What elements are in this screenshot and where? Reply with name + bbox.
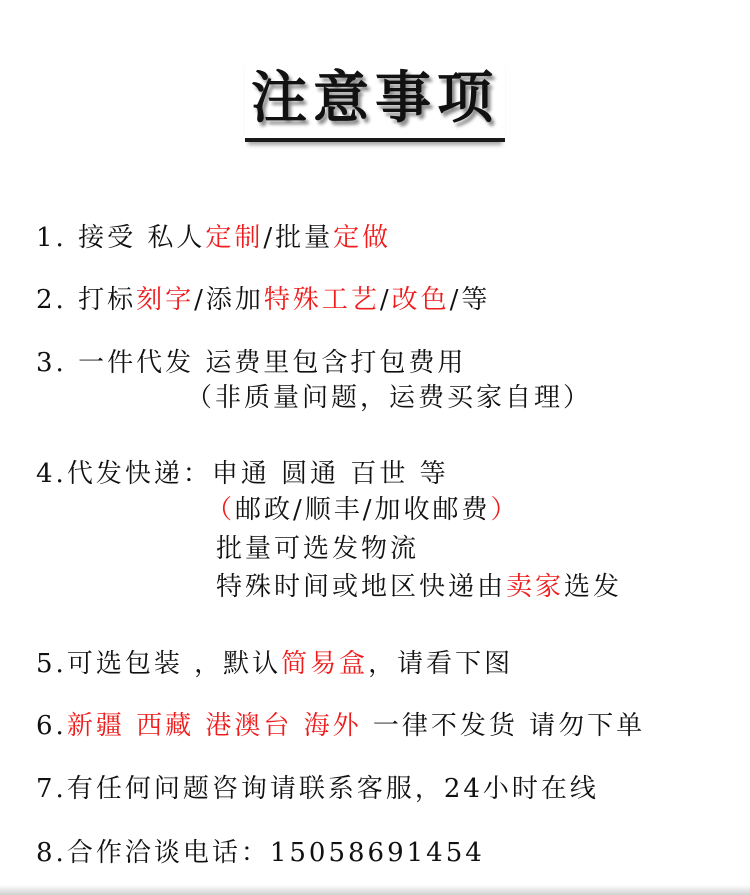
item-number: 8. xyxy=(36,838,67,868)
notice-item-4-line4 xyxy=(216,570,622,604)
highlight-text: 卖家 xyxy=(506,572,565,602)
notice-item-1 xyxy=(36,221,391,255)
item-text: 打标 xyxy=(78,285,137,315)
notice-item-6 xyxy=(36,709,645,743)
highlight-text: 新疆 西藏 港澳台 海外 xyxy=(66,711,362,741)
notice-item-4 xyxy=(36,457,449,491)
item-text: 邮政/顺丰/加收邮费 xyxy=(235,495,491,525)
notice-item-3 xyxy=(36,346,466,380)
notice-item-4-paren xyxy=(206,493,520,527)
highlight-text: 简易盒 xyxy=(281,649,369,679)
item-text: 选发 xyxy=(564,572,623,602)
item-number: 4. xyxy=(36,459,67,489)
item-text: 代发快递：申通 圆通 百世 等 xyxy=(66,459,449,489)
item-number: 2. xyxy=(36,285,79,315)
highlight-text: 定制 xyxy=(205,223,264,253)
item-text: 可选包装 ，默认 xyxy=(66,649,282,679)
item-text: ，请看下图 xyxy=(368,649,514,679)
item-number: 7. xyxy=(36,774,67,804)
highlight-text: 刻字 xyxy=(136,285,195,315)
item-number: 6. xyxy=(36,711,67,741)
item-text: / xyxy=(379,285,392,315)
page-title: 注意事项 xyxy=(245,54,505,142)
notice-item-3-note xyxy=(186,381,592,415)
paren-close: ） xyxy=(490,495,520,525)
notice-item-5 xyxy=(36,647,513,681)
item-text: 一律不发货 请勿下单 xyxy=(361,711,646,741)
item-text: /批量 xyxy=(263,223,334,253)
item-number: 1. xyxy=(36,223,79,253)
item-number: 5. xyxy=(36,649,67,679)
item-text: 批量可选发物流 xyxy=(216,534,420,564)
item-text: 接受 私人 xyxy=(78,223,206,253)
notice-item-8 xyxy=(36,836,485,870)
notice-item-2 xyxy=(36,283,490,317)
item-number: 3. xyxy=(36,348,79,378)
item-text: 一件代发 运费里包含打包费用 xyxy=(78,348,467,378)
item-note: （非质量问题，运费买家自理） xyxy=(186,383,593,413)
notice-item-4-line3 xyxy=(216,532,419,566)
item-text: /添加 xyxy=(194,285,264,315)
highlight-text: 改色 xyxy=(391,285,450,315)
item-text: 有任何问题咨询请联系客服，24小时在线 xyxy=(66,774,599,804)
bottom-divider xyxy=(0,885,750,895)
item-text: 特殊时间或地区快递由 xyxy=(216,572,507,602)
item-text: /等 xyxy=(449,285,491,315)
paren-open: （ xyxy=(206,495,236,525)
highlight-text: 定做 xyxy=(333,223,392,253)
title-container xyxy=(0,54,750,142)
item-text: 合作洽谈电话：15058691454 xyxy=(66,838,485,868)
highlight-text: 特殊工艺 xyxy=(263,285,380,315)
notice-item-7 xyxy=(36,772,599,806)
